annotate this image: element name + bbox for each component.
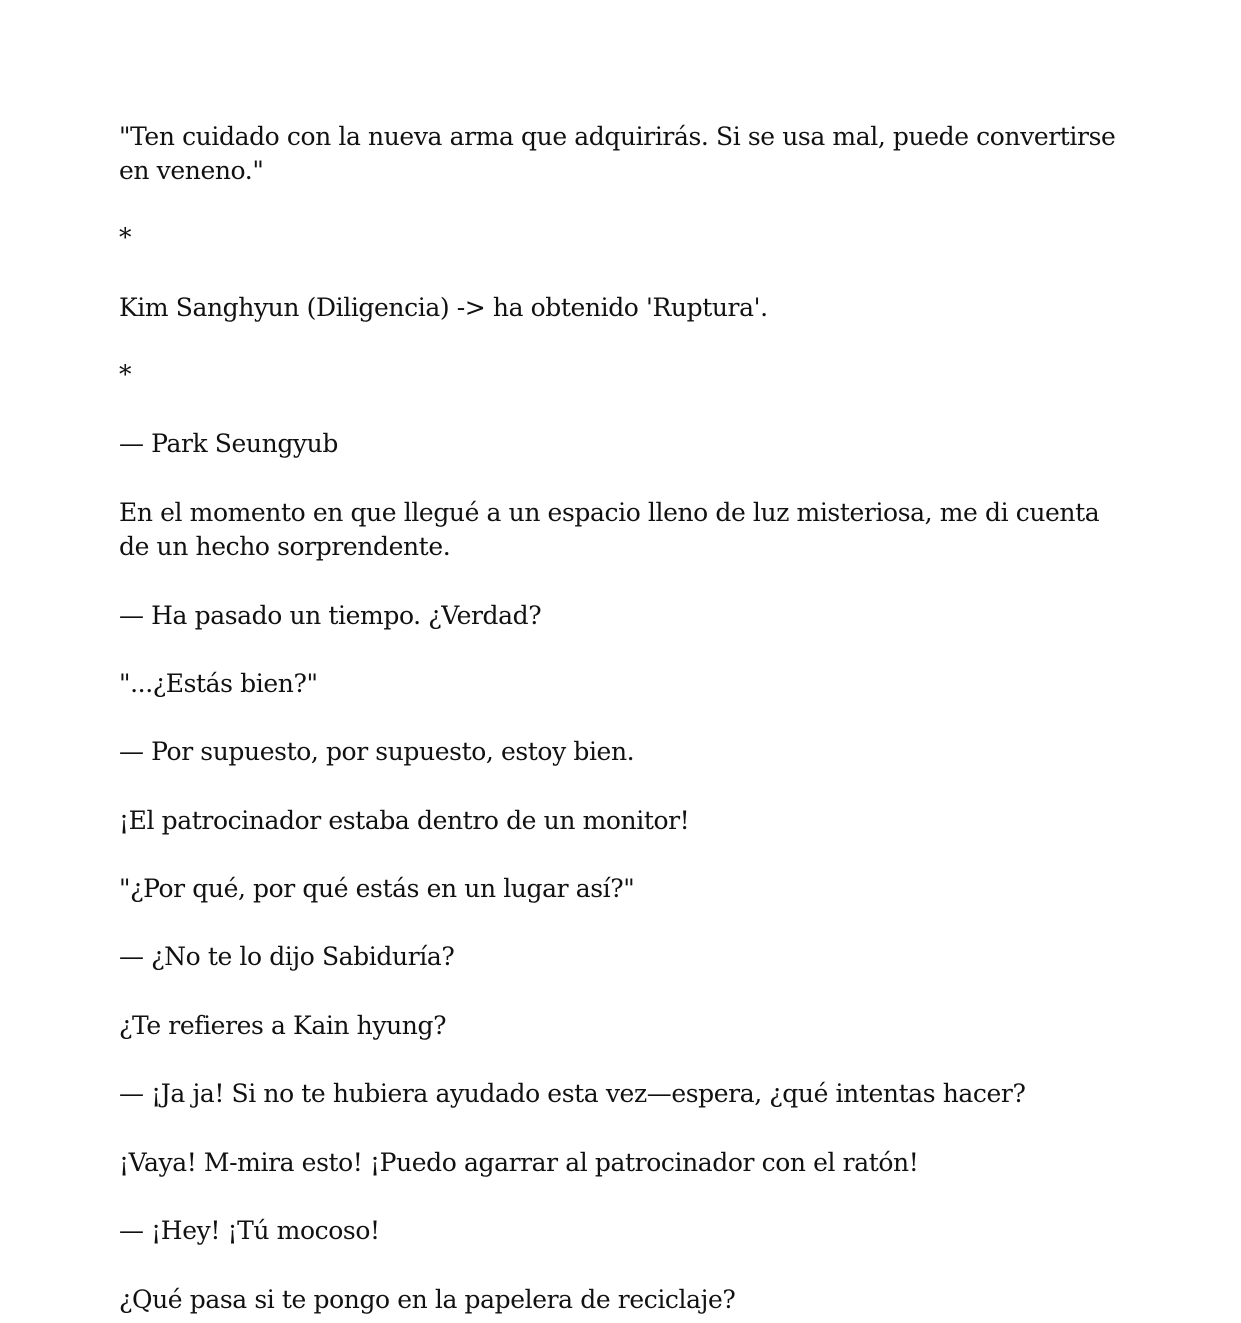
paragraph: ¿Te refieres a Kain hyung? — [119, 1011, 447, 1040]
paragraph: "...¿Estás bien?" — [119, 669, 318, 698]
scene-separator: * — [119, 360, 132, 389]
paragraph: En el momento en que llegué a un espacio lleno de luz misteriosa, me di cuenta de un hecho sorprendente. — [119, 498, 1100, 561]
paragraph: — Por supuesto, por supuesto, estoy bien. — [119, 737, 635, 766]
paragraph: Kim Sanghyun (Diligencia) -> ha obtenido 'Ruptura'. — [119, 293, 768, 322]
paragraph: ¡El patrocinador estaba dentro de un monitor! — [119, 806, 690, 835]
paragraph: — ¡Ja ja! Si no te hubiera ayudado esta vez—espera, ¿qué intentas hacer? — [119, 1079, 1026, 1108]
paragraph: ¿Qué pasa si te pongo en la papelera de reciclaje? — [119, 1285, 736, 1314]
paragraph: — Ha pasado un tiempo. ¿Verdad? — [119, 601, 542, 630]
paragraph: "Ten cuidado con la nueva arma que adquirirás. Si se usa mal, puede convertirse en veneno." — [119, 122, 1116, 185]
paragraph: — Park Seungyub — [119, 429, 338, 458]
paragraph: — ¿No te lo dijo Sabiduría? — [119, 942, 455, 971]
paragraph: "¿Por qué, por qué estás en un lugar así?" — [119, 874, 635, 903]
paragraph: — ¡Hey! ¡Tú mocoso! — [119, 1216, 380, 1245]
paragraph: ¡Vaya! M-mira esto! ¡Puedo agarrar al patrocinador con el ratón! — [119, 1148, 919, 1177]
scene-separator: * — [119, 223, 132, 252]
